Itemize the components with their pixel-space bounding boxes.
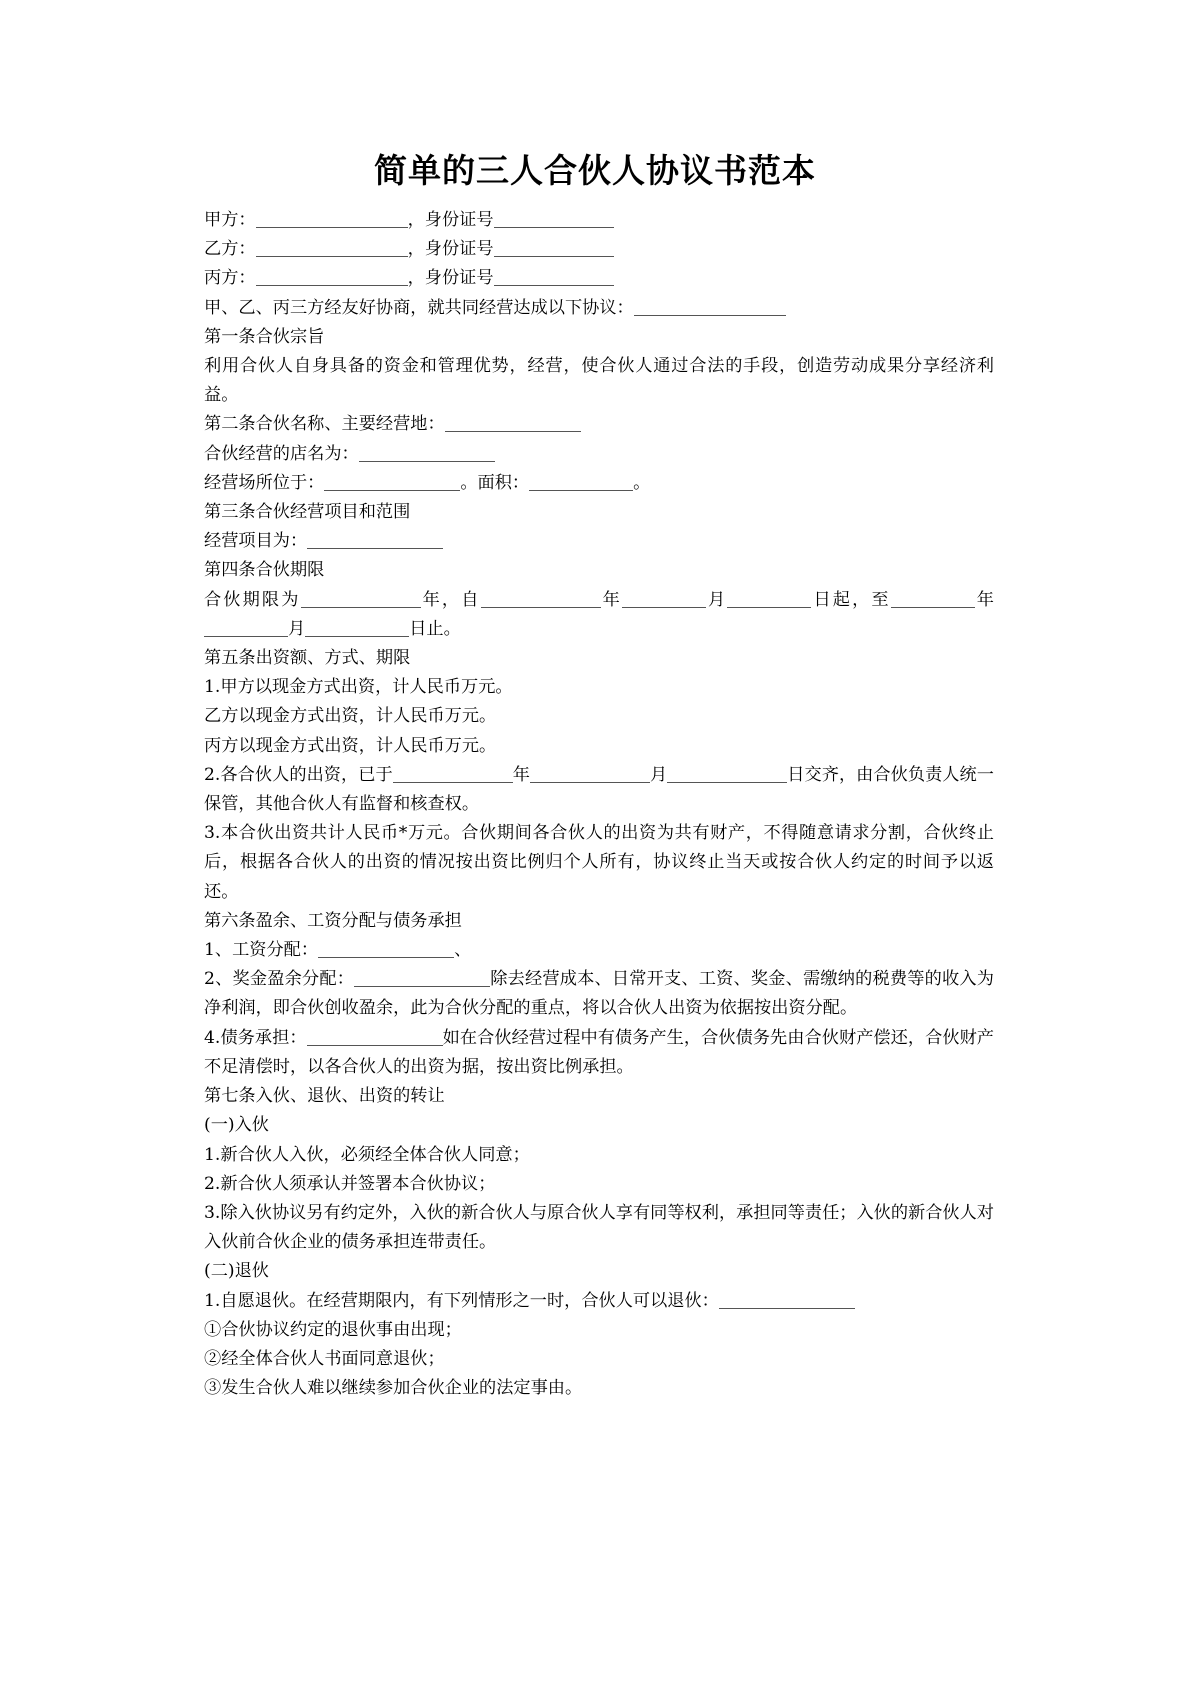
join-partnership-heading: (一)入伙 [204, 1115, 269, 1136]
party-b-id-blank[interactable] [494, 239, 614, 257]
wage-distribution-blank[interactable] [318, 940, 454, 958]
term-start-year-blank[interactable] [481, 590, 601, 608]
article-4-heading: 第四条合伙期限 [204, 560, 325, 581]
document-body [196, 206, 994, 1403]
article-1-heading: 第一条合伙宗旨 [204, 326, 325, 347]
withdraw-condition-2: ②经全体合伙人书面同意退伙； [204, 1348, 445, 1369]
party-c-mid: ，身份证号 [407, 268, 494, 289]
premises-line [204, 469, 994, 498]
bonus-distribution-blank[interactable] [354, 969, 490, 987]
debt-responsibility-label: 4.债务承担： [204, 1027, 307, 1048]
shop-name-label: 合伙经营的店名为： [204, 443, 359, 464]
term-seg-3: 月 [705, 589, 728, 610]
contribution-total: 3.本合伙出资共计人民币*万元。合伙期间各合伙人的出资为共有财产，不得随意请求分割，合伙终止后，根据各合伙人的出资的情况按出资比例归个人所有，协议终止当天或按合伙人约定的时间予以返还。 [204, 823, 994, 902]
party-b-mid: ，身份证号 [407, 239, 494, 260]
term-start-month-blank[interactable] [622, 590, 706, 608]
article-1-body: 利用合伙人自身具备的资金和管理优势，经营，使合伙人通过合法的手段，创造劳动成果分享经济利益。 [204, 356, 994, 406]
contrib-date-seg-1: 年 [512, 764, 530, 785]
contrib-year-blank[interactable] [393, 765, 513, 783]
party-c-id-blank[interactable] [494, 268, 614, 286]
debt-responsibility-line [204, 1024, 994, 1082]
preamble-blank[interactable] [634, 298, 786, 316]
withdraw-item-1-blank[interactable] [719, 1291, 855, 1309]
page-title: 简单的三人合伙人协议书范本 [374, 151, 816, 190]
wage-distribution-line [204, 936, 994, 965]
term-seg-4: 日起，至 [811, 589, 891, 610]
withdraw-item-1-text: 1.自愿退伙。在经营期限内，有下列情形之一时，合伙人可以退伙： [204, 1290, 719, 1311]
premises-prefix: 经营场所位于： [204, 472, 325, 493]
term-line [204, 586, 994, 644]
wage-distribution-label: 1、工资分配： [204, 940, 319, 961]
business-scope-blank[interactable] [307, 531, 443, 549]
contrib-date-seg-3: 日交齐，由合伙负责人统一保管，其他合伙人有监督和核查权。 [204, 764, 994, 815]
contribution-party-b: 乙方以现金方式出资，计人民币万元。 [204, 706, 497, 727]
term-seg-1: 年，自 [420, 589, 481, 610]
term-seg-6: 月 [288, 618, 306, 639]
withdraw-condition-3: ③发生合伙人难以继续参加合伙企业的法定事由。 [204, 1378, 583, 1399]
term-end-month-blank[interactable] [204, 619, 288, 637]
party-b-line [204, 235, 994, 264]
bonus-distribution-label: 2、奖金盈余分配： [204, 969, 355, 990]
party-a-id-blank[interactable] [494, 210, 614, 228]
article-5-heading: 第五条出资额、方式、期限 [204, 648, 411, 669]
party-c-prefix: 丙方： [204, 268, 256, 289]
party-a-prefix: 甲方： [204, 210, 256, 230]
contrib-month-blank[interactable] [530, 765, 650, 783]
debt-responsibility-blank[interactable] [307, 1028, 443, 1046]
preamble-text: 甲、乙、丙三方经友好协商，就共同经营达成以下协议： [204, 297, 634, 318]
preamble-line [204, 294, 994, 323]
debt-responsibility-body: 如在合伙经营过程中有债务产生，合伙债务先由合伙财产偿还，合伙财产不足清偿时，以各合伙人的出资为据，按出资比例承担。 [204, 1027, 994, 1077]
wage-distribution-suffix: 、 [454, 940, 472, 961]
article-3-heading: 第三条合伙经营项目和范围 [204, 502, 411, 523]
party-a-mid: ，身份证号 [407, 210, 494, 230]
article-2-location-blank[interactable] [445, 414, 581, 432]
term-seg-5: 年 [974, 589, 994, 610]
term-end-year-blank[interactable] [891, 590, 975, 608]
premises-area-blank[interactable] [529, 473, 633, 491]
join-item-3: 3.除入伙协议另有约定外，入伙的新合伙人与原合伙人享有同等权利，承担同等责任；入伙的新合伙人对入伙前合伙企业的债务承担连带责任。 [204, 1202, 994, 1253]
party-c-name-blank[interactable] [256, 268, 408, 286]
term-years-blank[interactable] [301, 590, 421, 608]
withdraw-condition-1: ①合伙协议约定的退伙事由出现； [204, 1319, 462, 1340]
withdraw-item-1 [204, 1287, 994, 1316]
shop-name-blank[interactable] [359, 444, 495, 462]
contrib-day-blank[interactable] [667, 765, 787, 783]
term-end-day-blank[interactable] [305, 619, 409, 637]
premises-address-blank[interactable] [324, 473, 460, 491]
party-b-prefix: 乙方： [204, 239, 256, 260]
contribution-party-c: 丙方以现金方式出资，计人民币万元。 [204, 735, 497, 756]
business-scope-label: 经营项目为： [204, 531, 308, 552]
contribution-party-a: 1.甲方以现金方式出资，计人民币万元。 [204, 677, 513, 698]
party-b-name-blank[interactable] [256, 239, 408, 257]
contribution-date-line [204, 761, 994, 819]
article-6-heading: 第六条盈余、工资分配与债务承担 [204, 910, 462, 931]
join-item-1: 1.新合伙人入伙，必须经全体合伙人同意； [204, 1144, 530, 1165]
term-seg-2: 年 [600, 589, 622, 610]
article-7-heading: 第七条入伙、退伙、出资的转让 [204, 1086, 445, 1107]
term-seg-0: 合伙期限为 [204, 589, 301, 610]
party-a-line [204, 206, 994, 235]
term-seg-7: 日止。 [409, 618, 461, 639]
bonus-distribution-body: 除去经营成本、日常开支、工资、奖金、需缴纳的税费等的收入为净利润，即合伙创收盈余，此为合伙分配的重点，将以合伙人出资为依据按出资分配。 [204, 969, 994, 1019]
party-a-name-blank[interactable] [256, 210, 408, 228]
bonus-distribution-line [204, 965, 994, 1023]
business-scope-line [204, 527, 994, 556]
party-c-line [204, 264, 994, 293]
join-item-2: 2.新合伙人须承认并签署本合伙协议； [204, 1173, 496, 1194]
term-start-day-blank[interactable] [727, 590, 811, 608]
shop-name-line [204, 440, 994, 469]
premises-mid: 。面积： [460, 472, 530, 493]
contrib-date-seg-0: 2.各合伙人的出资，已于 [204, 764, 393, 785]
contrib-date-seg-2: 月 [649, 764, 668, 785]
article-2-heading-text: 第二条合伙名称、主要经营地： [204, 414, 445, 435]
withdraw-partnership-heading: (二)退伙 [204, 1261, 269, 1282]
premises-suffix: 。 [633, 472, 651, 493]
article-2-heading [204, 410, 994, 439]
